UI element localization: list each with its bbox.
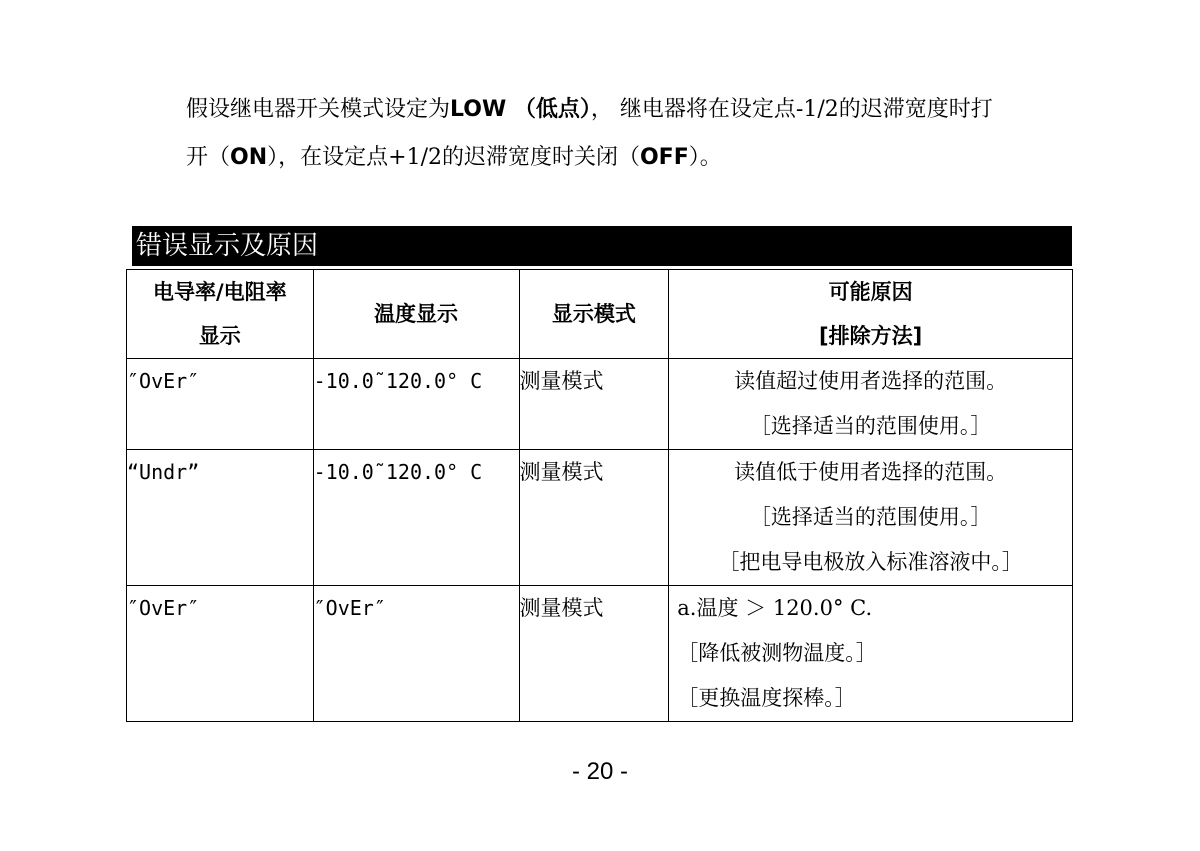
cell-causes: a.温度 ＞ 120.0° C. ［降低被测物温度。］ ［更换温度探棒。］: [669, 586, 1073, 722]
intro-paragraph: [186, 86, 1086, 182]
cell-display: “Undr”: [127, 450, 314, 586]
cell-mode: 测量模式: [519, 450, 669, 586]
intro-line-2: 开（ON），在设定点+1/2的迟滞宽度时关闭（OFF）。: [186, 145, 722, 170]
table-row: [127, 586, 1073, 722]
header-temperature: 温度显示: [313, 270, 519, 359]
cell-temp: ″OvEr″: [313, 586, 519, 722]
state-off: OFF: [639, 145, 689, 170]
intro-line-1: 假设继电器开关模式设定为LOW （低点）， 继电器将在设定点-1/2的迟滞宽度时打: [186, 97, 993, 122]
cell-display: ″OvEr″: [127, 586, 314, 722]
cell-causes: 读值超过使用者选择的范围。 ［选择适当的范围使用。］: [669, 359, 1073, 450]
cell-mode: 测量模式: [519, 359, 669, 450]
cell-mode: 测量模式: [519, 586, 669, 722]
page-number: - 20 -: [571, 758, 628, 785]
section-title: 错误显示及原因: [132, 226, 1072, 266]
state-on: ON: [230, 145, 268, 170]
table-row: [127, 450, 1073, 586]
table-row: [127, 359, 1073, 450]
table-header-row: [127, 270, 1073, 359]
relay-mode-low: LOW （低点）: [450, 97, 591, 122]
cell-temp: -10.0˜120.0° C: [313, 450, 519, 586]
header-mode: 显示模式: [519, 270, 669, 359]
cell-temp: -10.0˜120.0° C: [313, 359, 519, 450]
cell-display: ″OvEr″: [127, 359, 314, 450]
cell-causes: 读值低于使用者选择的范围。 ［选择适当的范围使用。］ ［把电导电极放入标准溶液中。］: [669, 450, 1073, 586]
header-conductivity: 电导率/电阻率 显示: [127, 270, 314, 359]
error-table: [126, 269, 1073, 722]
header-cause: 可能原因 [排除方法]: [669, 270, 1073, 359]
